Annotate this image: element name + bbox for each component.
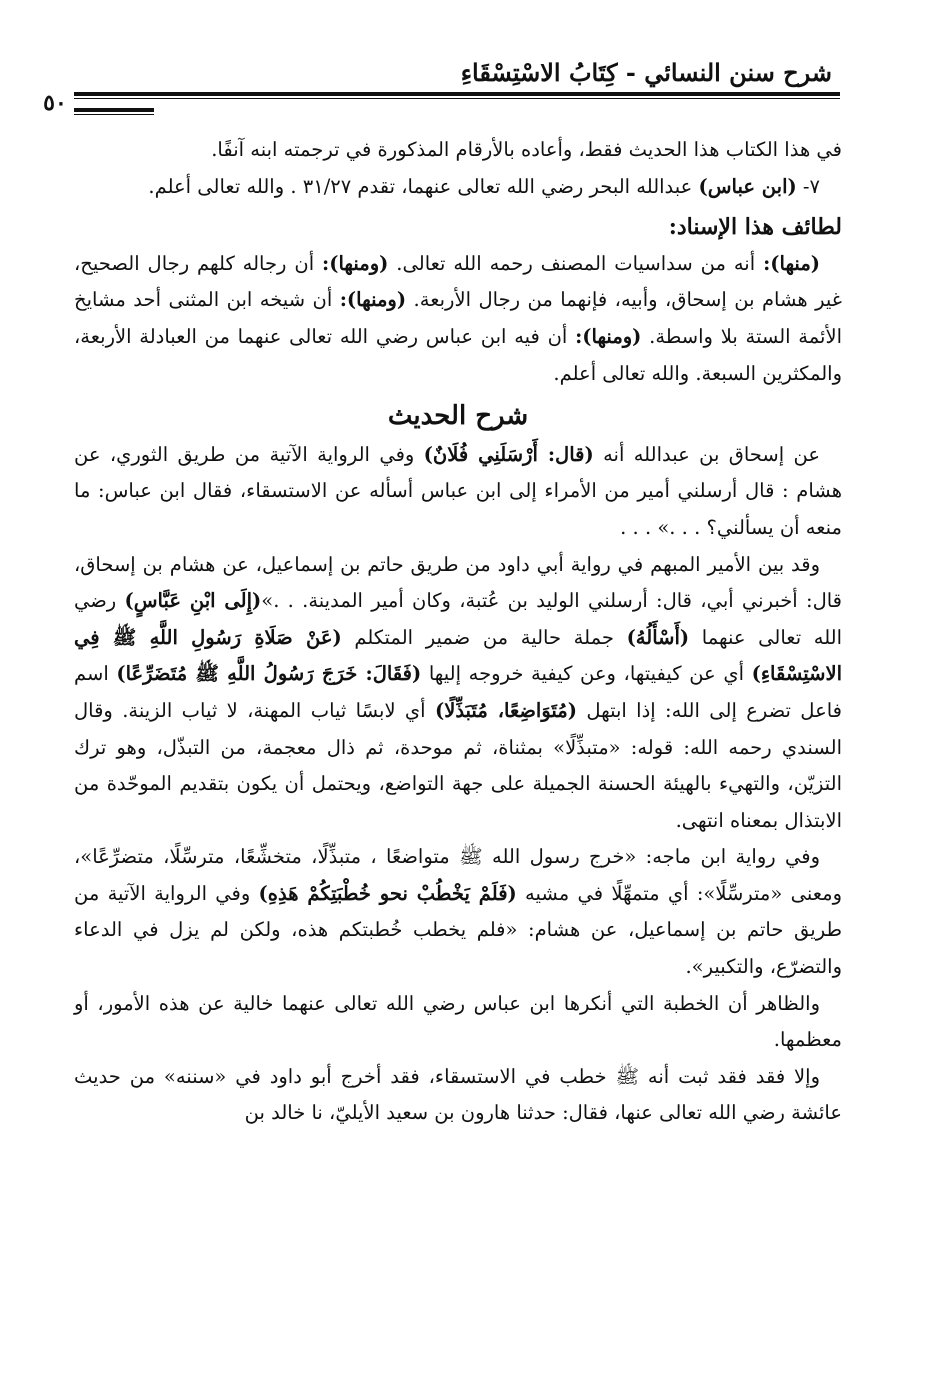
- narrator-number: ٧-: [802, 174, 820, 198]
- lataif-label-3: (ومنها):: [339, 288, 407, 312]
- hadith-quote: (إِلَى ابْنِ عَبَّاسٍ): [124, 589, 262, 613]
- hadith-quote: (فَلَمْ يَخْطُبْ نحو خُطْبَتِكُمْ هَذِهِ): [258, 881, 517, 905]
- hadith-quote: (قال: أَرْسَلَنِي فُلَانٌ): [423, 442, 594, 466]
- text-run: أي عن كيفيتها، وعن كيفية خروجه إليها: [428, 662, 744, 686]
- text-run: وقد بين الأمير المبهم في رواية أبي داود من طريق حاتم بن إسماعيل، عن هشام بن إسحاق، قال: أخبرني أبي، قال: أرسلني الوليد بن عُتبة، وكان أمير المدينة. . .»: [74, 552, 842, 613]
- lataif-label-4: (ومنها):: [575, 324, 642, 348]
- text-run: وفي الرواية الآتية من طريق الثوري، عن هشام : قال أرسلني أمير من الأمراء إلى ابن عباس أسأله عن الاستسقاء، فقال ابن عباس: ما منعه أن يسألني؟ . . .» . . .: [74, 442, 842, 539]
- sharh-paragraph-2: [74, 547, 842, 840]
- sharh-paragraph-5: وإلا فقد فقد ثبت أنه ﷺ خطب في الاستسقاء، فقد أخرج أبو داود في «سننه» من حديث عائشة رضي الله تعالى عنها، فقال: حدثنا هارون بن سعيد الأيليّ، نا خالد بن: [74, 1064, 842, 1125]
- text-run: اسم فاعل تضرع إلى الله: إذا ابتهل: [74, 662, 842, 722]
- lataif-text-2: أن رجاله كلهم رجال الصحيح، غير هشام بن إسحاق، وأبيه، فإنهما من رجال الأربعة.: [74, 251, 842, 312]
- lataif-paragraph: [74, 246, 842, 392]
- sharh-paragraph-4: والظاهر أن الخطبة التي أنكرها ابن عباس رضي الله تعالى عنهما خالية عن هذه الأمور، أو معظمها.: [74, 991, 842, 1052]
- text-run: وفي الرواية الآتية من طريق حاتم بن إسماعيل، عن هشام: «فلم يخطب خُطبتكم هذه، ولكن لم يزل في الدعاء والتضرّع، والتكبير».: [74, 881, 842, 979]
- header-rule-lower: [74, 108, 154, 115]
- sharh-paragraph-1: [74, 437, 842, 547]
- hadith-quote: (فَقَالَ: خَرَجَ رَسُولُ اللَّهِ ﷺ مُتَضَرِّعًا): [116, 662, 422, 686]
- narrator-text: عبدالله البحر رضي الله تعالى عنهما، تقدم ٣١/٢٧ . والله تعالى أعلم.: [148, 174, 693, 198]
- lataif-label-2: (ومنها):: [322, 251, 389, 275]
- header-rule: [74, 92, 840, 99]
- text-run: عن إسحاق بن عبدالله أنه: [603, 442, 820, 466]
- hadith-quote: (عَنْ صَلَاةِ رَسُولِ اللَّهِ ﷺ فِي الاسْتِسْقَاءِ): [74, 625, 842, 686]
- text-run: أي لابسًا ثياب المهنة، لا ثياب الزينة. وقال السندي رحمه الله: قوله: «متبذِّلًا» بمثناة، ثم موحدة، ثم ذال معجمة، من التبذّل، وهو ترك التزيّن، والتهيء بالهيئة الحسنة الجميلة على جهة التواضع، ويحتمل أن يكون بتقديم الموحّدة من الابتذال بمعناه انتهى.: [74, 698, 842, 832]
- text-run: جملة حالية من ضمير المتكلم: [354, 625, 614, 649]
- running-header: [0, 52, 934, 116]
- page-body: [74, 132, 842, 1132]
- lataif-label-1: (منها):: [763, 251, 820, 275]
- sharh-heading: شرح الحديث: [387, 401, 529, 432]
- hadith-quote: (أَسْأَلُهُ): [626, 625, 690, 649]
- hadith-quote: (مُتَوَاضِعًا، مُتَبَذِّلًا): [434, 698, 577, 722]
- sharh-paragraph-3: [74, 839, 842, 985]
- lataif-text-1: أنه من سداسيات المصنف رحمه الله تعالى.: [396, 251, 756, 275]
- lataif-text-3: أن شيخه ابن المثنى أحد مشايخ الأئمة الستة بلا واسطة.: [74, 288, 842, 348]
- lataif-heading: لطائف هذا الإسناد:: [668, 214, 842, 241]
- narrator-name: (ابن عباس): [698, 174, 797, 198]
- header-title: شرح سنن النسائي - كِتَابُ الاسْتِسْقَاءِ: [460, 58, 832, 87]
- intro-line: في هذا الكتاب هذا الحديث فقط، وأعاده بالأرقام المذكورة في ترجمته ابنه آنفًا.: [211, 138, 842, 161]
- page-number: ٥٠: [43, 90, 67, 116]
- narrator-7: [74, 169, 842, 206]
- text-run: رضي الله تعالى عنهما: [74, 589, 843, 649]
- lataif-text-4: أن فيه ابن عباس رضي الله تعالى عنهما من العبادلة الأربعة، والمكثرين السبعة. والله تعالى أعلم.: [74, 324, 842, 385]
- text-run: وفي رواية ابن ماجه: «خرج رسول الله ﷺ متواضعًا ، متبذِّلًا، متخشِّعًا، مترسِّلًا، متضرِّعًا»، ومعنى «مترسِّلًا»: أي متمهِّلًا في مشيه: [74, 845, 842, 905]
